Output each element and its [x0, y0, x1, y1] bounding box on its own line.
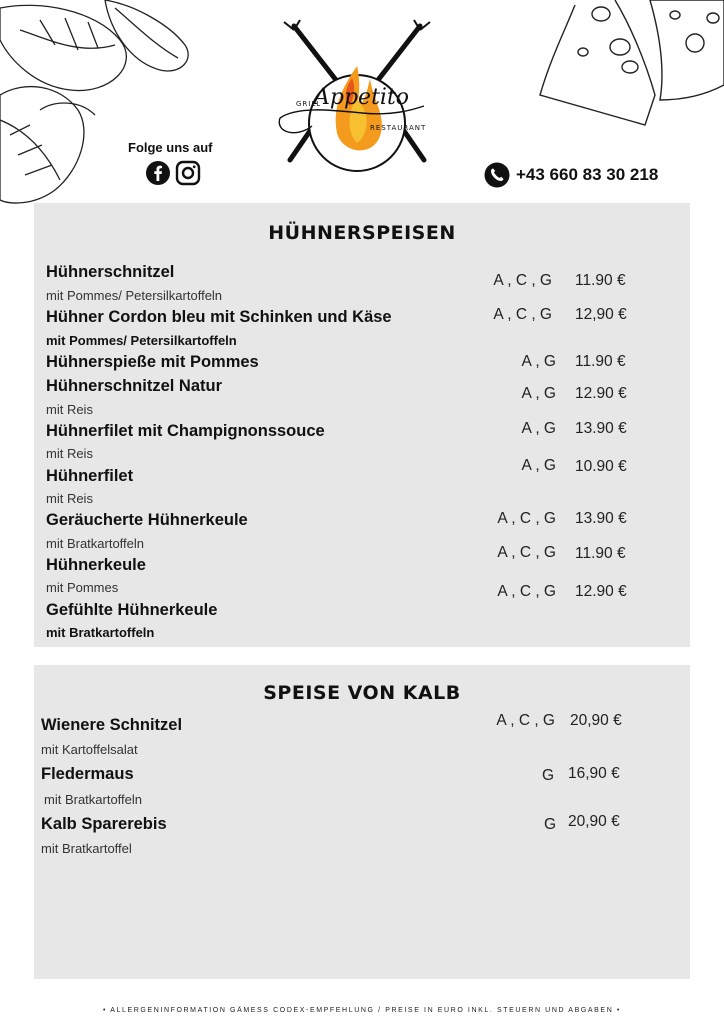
item-name: Kalb Sparerebis — [41, 815, 167, 833]
item-desc: mit Reis — [46, 402, 93, 417]
item-name: Hühnerspieße mit Pommes — [46, 353, 259, 371]
phone-icon — [484, 162, 510, 188]
item-name: Fledermaus — [41, 765, 134, 783]
item-price: 13.90 € — [575, 510, 627, 527]
item-allergens: A , C , G — [497, 544, 556, 561]
section-title: HÜHNERSPEISEN — [268, 222, 456, 244]
footer-note: • ALLERGENINFORMATION GÄMESS CODEX-EMPFEHLUNG / PREISE IN EURO INKL. STEUERN UND ABGABEN • — [103, 1007, 621, 1014]
item-price: 20,90 € — [568, 813, 620, 830]
item-desc: mit Pommes/ Petersilkartoffeln — [46, 288, 223, 303]
item-desc: mit Kartoffelsalat — [41, 742, 138, 757]
instagram-icon[interactable] — [175, 160, 201, 186]
item-price: 20,90 € — [570, 712, 622, 729]
logo-grill: GRILL — [296, 100, 322, 108]
item-desc: mit Bratkartoffeln — [46, 536, 145, 551]
item-allergens: A , G — [521, 385, 556, 402]
item-price: 11.90 € — [575, 545, 626, 562]
social-links — [145, 160, 201, 186]
item-name: Gefühlte Hühnerkeule — [46, 601, 218, 619]
item-name: Wienere Schnitzel — [41, 716, 183, 734]
item-allergens: A , C , G — [496, 712, 555, 729]
logo-title: Appetito — [314, 85, 410, 110]
item-allergens: A , G — [521, 457, 556, 474]
item-allergens: G — [541, 767, 554, 784]
item-desc: mit Reis — [46, 446, 93, 461]
item-allergens: G — [543, 816, 556, 833]
item-desc: mit Reis — [46, 491, 93, 506]
item-price: 12.90 € — [575, 583, 627, 600]
item-desc: mit Pommes — [46, 580, 119, 595]
item-name: Hühnerschnitzel Natur — [46, 377, 223, 395]
item-name: Hühnerkeule — [46, 556, 146, 574]
item-price: 12.90 € — [575, 385, 627, 402]
item-allergens: A , G — [521, 420, 556, 437]
item-allergens: A , C , G — [497, 583, 556, 600]
logo-restaurant: RESTAURANT — [370, 124, 427, 132]
item-price: 11.90 € — [575, 272, 626, 289]
item-desc: mit Bratkartoffeln — [44, 792, 143, 807]
item-price: 16,90 € — [568, 765, 620, 782]
item-price: 10.90 € — [575, 458, 627, 475]
item-name: Geräucherte Hühnerkeule — [46, 511, 248, 529]
item-allergens: A , C , G — [493, 272, 552, 289]
item-price: 13.90 € — [575, 420, 627, 437]
section-title: SPEISE VON KALB — [263, 682, 461, 704]
cheese-decoration — [535, 0, 724, 140]
item-allergens: A , C , G — [493, 306, 552, 323]
restaurant-logo — [272, 18, 442, 173]
veal-section — [34, 665, 690, 979]
social-label: Folge uns auf — [128, 140, 213, 155]
facebook-icon[interactable] — [145, 160, 171, 186]
item-price: 12,90 € — [575, 306, 627, 323]
item-name: Hühnerfilet — [46, 467, 134, 485]
item-price: 11.90 € — [575, 353, 626, 370]
phone-contact[interactable] — [484, 162, 658, 188]
item-allergens: A , G — [521, 353, 556, 370]
chicken-section — [34, 203, 690, 647]
item-allergens: A , C , G — [497, 510, 556, 527]
item-desc: mit Bratkartoffel — [41, 841, 132, 856]
item-name: Hühnerschnitzel — [46, 263, 175, 281]
phone-number: +43 660 83 30 218 — [516, 165, 659, 184]
item-desc: mit Bratkartoffeln — [46, 625, 155, 640]
item-name: Hühner Cordon bleu mit Schinken und Käse — [46, 308, 392, 326]
item-desc: mit Pommes/ Petersilkartoffeln — [46, 333, 237, 348]
item-name: Hühnerfilet mit Champignonssouce — [46, 422, 325, 440]
